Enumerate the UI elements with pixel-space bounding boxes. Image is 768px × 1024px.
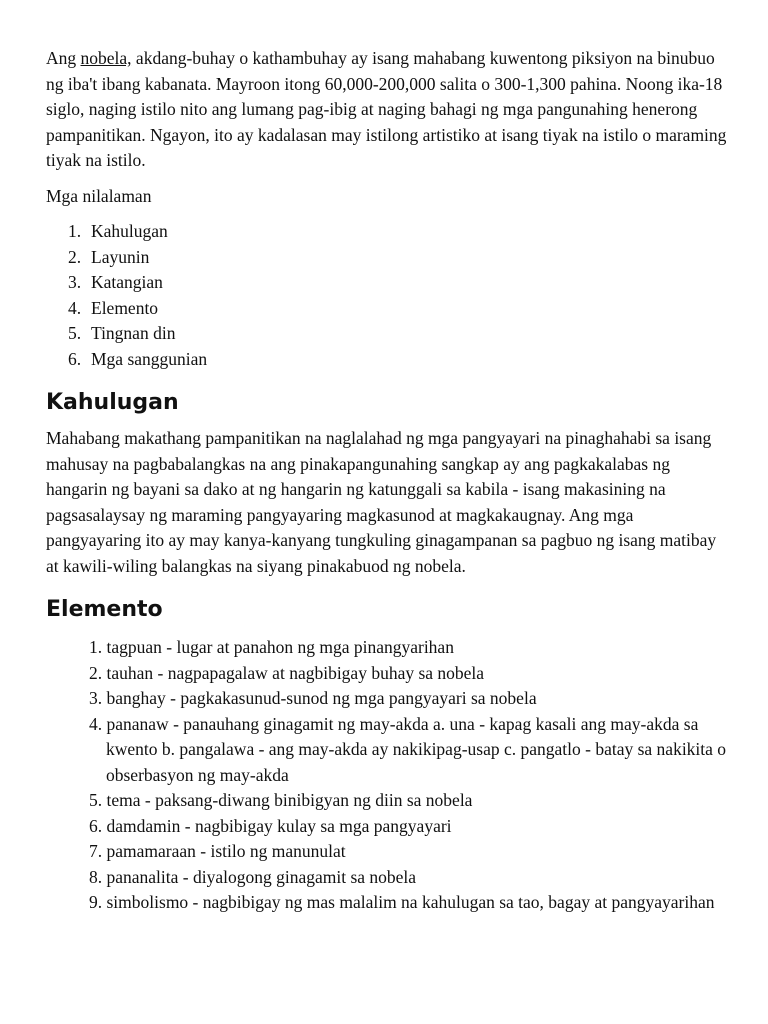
list-item [46, 865, 728, 891]
list-item [46, 788, 728, 814]
list-item [46, 635, 728, 661]
list-item-number: 8. [89, 866, 103, 887]
list-item [46, 814, 728, 840]
intro-paragraph [46, 46, 728, 174]
list-item-number: 9. [89, 892, 103, 912]
list-item [46, 661, 728, 687]
toc-item-mga-sanggunian[interactable] [46, 347, 728, 373]
toc-item-tingnan-din[interactable] [46, 321, 728, 347]
list-item-number: 5. [89, 790, 103, 810]
toc-item-label: Kahulugan [91, 221, 168, 241]
kahulugan-heading: Kahulugan [46, 390, 179, 415]
list-item [46, 712, 728, 789]
toc-item-number: 3. [68, 272, 82, 292]
toc-item-label: Katangian [91, 272, 163, 292]
elemento-heading: Elemento [46, 597, 163, 622]
toc-item-label: Elemento [91, 297, 159, 318]
toc-item-katangian[interactable] [46, 270, 728, 296]
toc-item-layunin[interactable] [46, 245, 728, 271]
list-item [46, 686, 728, 712]
nobela-link[interactable]: nobela, [80, 48, 132, 68]
intro-lead: Ang [46, 48, 81, 68]
toc-item-elemento[interactable] [46, 296, 728, 322]
list-item-text: tauhan - nagpapagalaw at nagbibigay buhay sa nobela [106, 662, 485, 683]
elemento-list [46, 635, 728, 916]
toc-item-number: 4. [68, 297, 82, 318]
list-item-text: pananaw - panauhang ginagamit ng may-akda a. una - kapag kasali ang may-akda sa kwento b. pangalawa - ang may-akda ay nakikipag-usap c. pangatlo - batay sa nakikita o obserbasyon ng may-akda [106, 713, 727, 785]
toc-title: Mga nilalaman [46, 185, 152, 206]
toc-item-label: Mga sanggunian [91, 348, 208, 369]
list-item-text: pananalita - diyalogong ginagamit sa nobela [106, 866, 417, 887]
list-item-text: damdamin - nagbibigay kulay sa mga pangyayari [106, 815, 452, 836]
toc-item-label: Layunin [91, 246, 150, 267]
list-item-text: pamamaraan - istilo ng manunulat [106, 841, 346, 861]
list-item-text: tema - paksang-diwang binibigyan ng diin sa nobela [106, 790, 473, 810]
list-item-text: simbolismo - nagbibigay ng mas malalim na kahulugan sa tao, bagay at pangyayarihan [106, 892, 715, 912]
list-item-number: 7. [89, 841, 103, 861]
kahulugan-paragraph: Mahabang makathang pampanitikan na naglalahad ng mga pangyayari na pinaghahabi sa isang mahusay na pagbabalangkas na ang pinakapangunahing sangkap ay ang pagkakalabas ng hangarin ng bayani sa dako at ng hangarin ng katunggali sa kabila - isang makasining na pagsasalaysay ng maraming pangyayaring magkasunod at magkakaugnay. Ang mga pangyayaring ito ay may kanya-kanyang tungkuling ginagampanan sa pagbuo ng isang matibay at kawili-wiling balangkas na siyang pinakabuod ng nobela. [46, 428, 717, 576]
list-item-number: 3. [89, 688, 103, 708]
list-item-number: 2. [89, 662, 103, 683]
toc-item-kahulugan[interactable] [46, 219, 728, 245]
list-item-number: 4. [89, 713, 103, 734]
toc-item-number: 5. [68, 323, 82, 343]
toc-item-number: 2. [68, 246, 82, 267]
list-item-text: banghay - pagkakasunud-sunod ng mga pangyayari sa nobela [106, 688, 537, 708]
list-item-number: 1. [89, 637, 103, 657]
list-item-text: tagpuan - lugar at panahon ng mga pinangyarihan [106, 637, 454, 657]
toc-item-number: 1. [68, 221, 82, 241]
list-item-number: 6. [89, 815, 103, 836]
intro-rest: akdang-buhay o kathambuhay ay isang mahabang kuwentong piksiyon na binubuo ng iba't ibang kabanata. Mayroon itong 60,000-200,000 salita o 300-1,300 pahina. Noong ika-18 siglo, naging istilo nito ang lumang pag-ibig at naging bahagi ng mga pangunahing henerong pampanitikan. Ngayon, ito ay kadalasan may istilong artistiko at isang tiyak na istilo o maraming tiyak na istilo. [46, 48, 727, 170]
toc-item-number: 6. [68, 348, 82, 369]
list-item [46, 839, 728, 865]
toc-item-label: Tingnan din [91, 323, 176, 343]
table-of-contents [46, 219, 728, 372]
list-item [46, 890, 728, 916]
